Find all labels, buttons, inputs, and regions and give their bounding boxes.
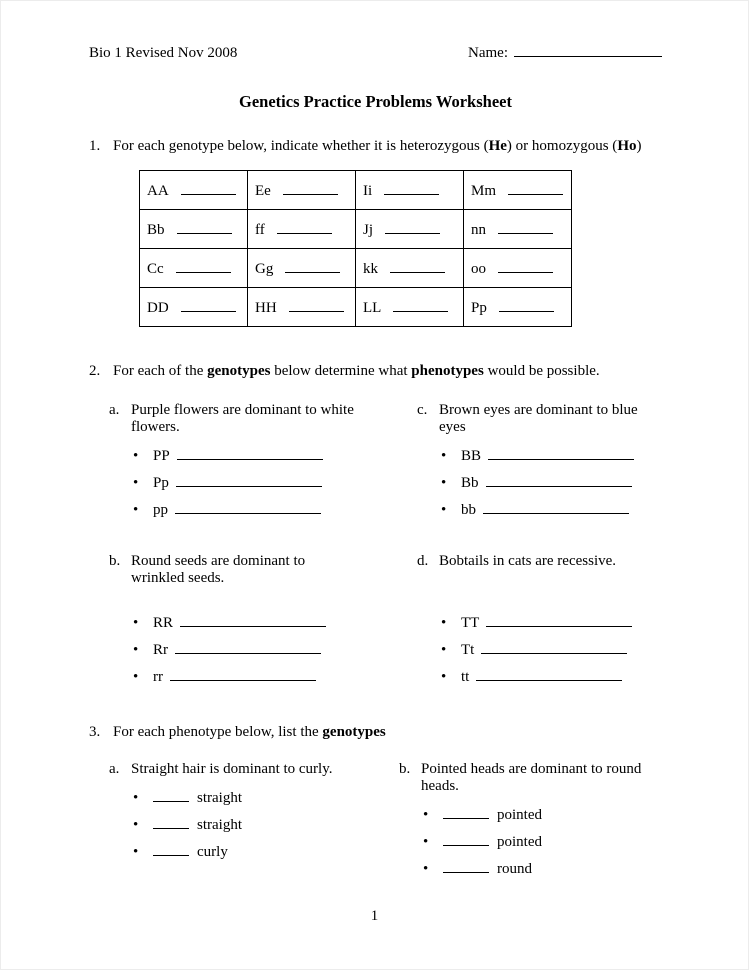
blank-line <box>175 640 321 654</box>
page-number: 1 <box>370 908 379 924</box>
genotype-item <box>441 500 662 521</box>
question-3-number: 3. <box>89 724 101 740</box>
blank-line <box>476 667 622 681</box>
q2-section-d <box>417 553 662 694</box>
genotype-label: Bb <box>461 475 479 491</box>
genotype-label: Ii <box>363 182 373 199</box>
genotype-cell <box>140 288 248 327</box>
genotype-label: LL <box>363 299 382 316</box>
genotype-item <box>441 667 662 688</box>
genotype-label: Tt <box>461 642 475 658</box>
table-row <box>140 288 572 327</box>
section-heading <box>109 761 399 778</box>
text-segment: ) or homozygous ( <box>506 138 618 154</box>
section-heading <box>109 553 417 603</box>
phenotype-list <box>423 805 662 880</box>
genotype-item <box>133 613 417 634</box>
section-label: a. <box>109 402 120 418</box>
bullet-icon: • <box>133 642 139 658</box>
bullet-icon: • <box>133 615 139 631</box>
genotype-label: BB <box>461 448 482 464</box>
q3-section-a <box>109 761 399 886</box>
genotype-label: pp <box>153 502 168 518</box>
blank-line <box>181 298 236 312</box>
genotype-label: Gg <box>255 260 274 277</box>
blank-line <box>170 667 316 681</box>
genotype-cell <box>356 249 464 288</box>
blank-line <box>153 842 189 856</box>
genotype-label: Bb <box>147 221 165 238</box>
genotype-cell <box>140 249 248 288</box>
blank-line <box>443 832 489 846</box>
bullet-icon: • <box>441 475 447 491</box>
genotype-cell <box>248 288 356 327</box>
phenotype-label: straight <box>197 790 242 806</box>
genotype-label: Mm <box>471 182 497 199</box>
section-heading <box>417 402 662 436</box>
genotype-item <box>441 446 662 467</box>
blank-line <box>181 181 236 195</box>
bold-he: He <box>488 138 507 154</box>
bold-genotypes: genotypes <box>322 724 386 740</box>
phenotype-item <box>423 805 662 826</box>
blank-line <box>498 259 553 273</box>
bullet-icon: • <box>133 669 139 685</box>
genotype-table <box>139 170 572 327</box>
genotype-cell <box>464 288 572 327</box>
bullet-icon: • <box>133 475 139 491</box>
genotype-label: Pp <box>471 299 487 316</box>
section-heading <box>109 402 417 436</box>
blank-line <box>486 473 632 487</box>
bullet-icon: • <box>133 448 139 464</box>
text-segment: would be possible. <box>483 363 600 379</box>
question-3 <box>89 724 662 741</box>
bullet-icon: • <box>423 834 429 850</box>
blank-line <box>177 220 232 234</box>
table-row <box>140 171 572 210</box>
genotype-label: ff <box>255 221 265 238</box>
phenotype-item <box>133 842 399 863</box>
blank-line <box>508 181 563 195</box>
genotype-label: bb <box>461 502 476 518</box>
bullet-icon: • <box>441 448 447 464</box>
blank-line <box>488 446 634 460</box>
genotype-cell <box>248 249 356 288</box>
blank-line <box>384 181 439 195</box>
blank-line <box>277 220 332 234</box>
section-heading <box>399 761 662 795</box>
course-info: Bio 1 Revised Nov 2008 <box>89 45 238 61</box>
genotype-label: TT <box>461 615 480 631</box>
blank-line <box>177 446 323 460</box>
blank-line <box>486 613 632 627</box>
genotype-item <box>441 613 662 634</box>
text-segment: ) <box>636 138 642 154</box>
bold-phenotypes: phenotypes <box>411 363 484 379</box>
phenotype-label: pointed <box>497 807 542 823</box>
section-label: d. <box>417 553 429 569</box>
phenotype-label: straight <box>197 817 242 833</box>
genotype-label: HH <box>255 299 277 316</box>
genotype-label: rr <box>153 669 163 685</box>
genotype-label: tt <box>461 669 470 685</box>
question-1 <box>89 138 662 155</box>
genotype-label: Ee <box>255 182 271 199</box>
genotype-list <box>133 613 417 688</box>
q2-section-b <box>109 553 417 694</box>
blank-line <box>283 181 338 195</box>
section-label: c. <box>417 402 428 418</box>
page-title: Genetics Practice Problems Worksheet <box>239 92 512 111</box>
section-label: b. <box>109 553 121 569</box>
genotype-label: DD <box>147 299 169 316</box>
bullet-icon: • <box>441 502 447 518</box>
text-segment: For each phenotype below, list the <box>113 724 323 740</box>
genotype-cell <box>248 210 356 249</box>
name-field <box>468 43 662 62</box>
genotype-label: AA <box>147 182 169 199</box>
table-row <box>140 210 572 249</box>
section-label: a. <box>109 761 120 777</box>
genotype-item <box>133 667 417 688</box>
blank-line <box>481 640 627 654</box>
q3-section-b <box>399 761 662 886</box>
blank-line <box>180 613 326 627</box>
blank-line <box>498 220 553 234</box>
table-row <box>140 249 572 288</box>
question-3-text <box>113 724 386 741</box>
blank-line <box>443 859 489 873</box>
genotype-label: nn <box>471 221 486 238</box>
phenotype-item <box>133 815 399 836</box>
genotype-cell <box>248 171 356 210</box>
genotype-list <box>441 446 662 521</box>
section-description: Straight hair is dominant to curly. <box>131 761 333 777</box>
bullet-icon: • <box>133 844 139 860</box>
section-heading <box>417 553 662 603</box>
q2-section-c <box>417 402 662 527</box>
genotype-list <box>441 613 662 688</box>
genotype-label: oo <box>471 260 486 277</box>
blank-line <box>499 298 554 312</box>
genotype-label: kk <box>363 260 378 277</box>
blank-line <box>393 298 448 312</box>
question-1-number: 1. <box>89 138 101 154</box>
bullet-icon: • <box>441 615 447 631</box>
section-description: Round seeds are dominant to wrinkled seeds. <box>131 553 306 586</box>
blank-line <box>285 259 340 273</box>
genotype-item <box>133 473 417 494</box>
genotype-cell <box>356 210 464 249</box>
text-segment: For each genotype below, indicate whether it is heterozygous ( <box>113 138 489 154</box>
genotype-label: Pp <box>153 475 169 491</box>
question-2-number: 2. <box>89 363 101 379</box>
genotype-cell <box>140 171 248 210</box>
bullet-icon: • <box>423 861 429 877</box>
blank-line <box>390 259 445 273</box>
question-3-sections <box>109 761 662 886</box>
blank-line <box>176 473 322 487</box>
section-description: Bobtails in cats are recessive. <box>439 553 617 569</box>
blank-line <box>153 788 189 802</box>
genotype-label: Cc <box>147 260 164 277</box>
section-description: Brown eyes are dominant to blue eyes <box>439 402 638 435</box>
blank-line <box>289 298 344 312</box>
text-segment: For each of the <box>113 363 208 379</box>
genotype-list <box>133 446 417 521</box>
genotype-cell <box>464 210 572 249</box>
phenotype-item <box>133 788 399 809</box>
phenotype-item <box>423 859 662 880</box>
genotype-item <box>441 473 662 494</box>
bullet-icon: • <box>133 817 139 833</box>
genotype-item <box>133 640 417 661</box>
blank-line <box>385 220 440 234</box>
blank-line <box>483 500 629 514</box>
genotype-label: Jj <box>363 221 374 238</box>
phenotype-label: pointed <box>497 834 542 850</box>
bold-ho: Ho <box>617 138 637 154</box>
page-header <box>89 43 662 62</box>
section-description: Pointed heads are dominant to round heads. <box>421 761 642 794</box>
bullet-icon: • <box>441 642 447 658</box>
bullet-icon: • <box>441 669 447 685</box>
section-label: b. <box>399 761 411 777</box>
q2-section-a <box>109 402 417 527</box>
phenotype-label: round <box>497 861 532 877</box>
question-1-text <box>113 138 641 155</box>
name-blank-line <box>514 43 662 57</box>
genotype-item <box>441 640 662 661</box>
section-description: Purple flowers are dominant to white flowers. <box>131 402 354 435</box>
genotype-item <box>133 500 417 521</box>
question-2-text <box>113 363 600 380</box>
name-label: Name: <box>468 45 508 61</box>
phenotype-item <box>423 832 662 853</box>
text-segment: below determine what <box>270 363 412 379</box>
genotype-label: PP <box>153 448 170 464</box>
bullet-icon: • <box>423 807 429 823</box>
blank-line <box>443 805 489 819</box>
phenotype-label: curly <box>197 844 228 860</box>
bullet-icon: • <box>133 502 139 518</box>
blank-line <box>153 815 189 829</box>
genotype-label: Rr <box>153 642 168 658</box>
blank-line <box>176 259 231 273</box>
genotype-cell <box>356 288 464 327</box>
blank-line <box>175 500 321 514</box>
question-2 <box>89 363 662 380</box>
bullet-icon: • <box>133 790 139 806</box>
bold-genotypes: genotypes <box>207 363 271 379</box>
phenotype-list <box>133 788 399 863</box>
genotype-cell <box>464 249 572 288</box>
question-2-sections <box>109 402 662 694</box>
genotype-cell <box>356 171 464 210</box>
genotype-cell <box>140 210 248 249</box>
genotype-cell <box>464 171 572 210</box>
genotype-label: RR <box>153 615 174 631</box>
genotype-item <box>133 446 417 467</box>
